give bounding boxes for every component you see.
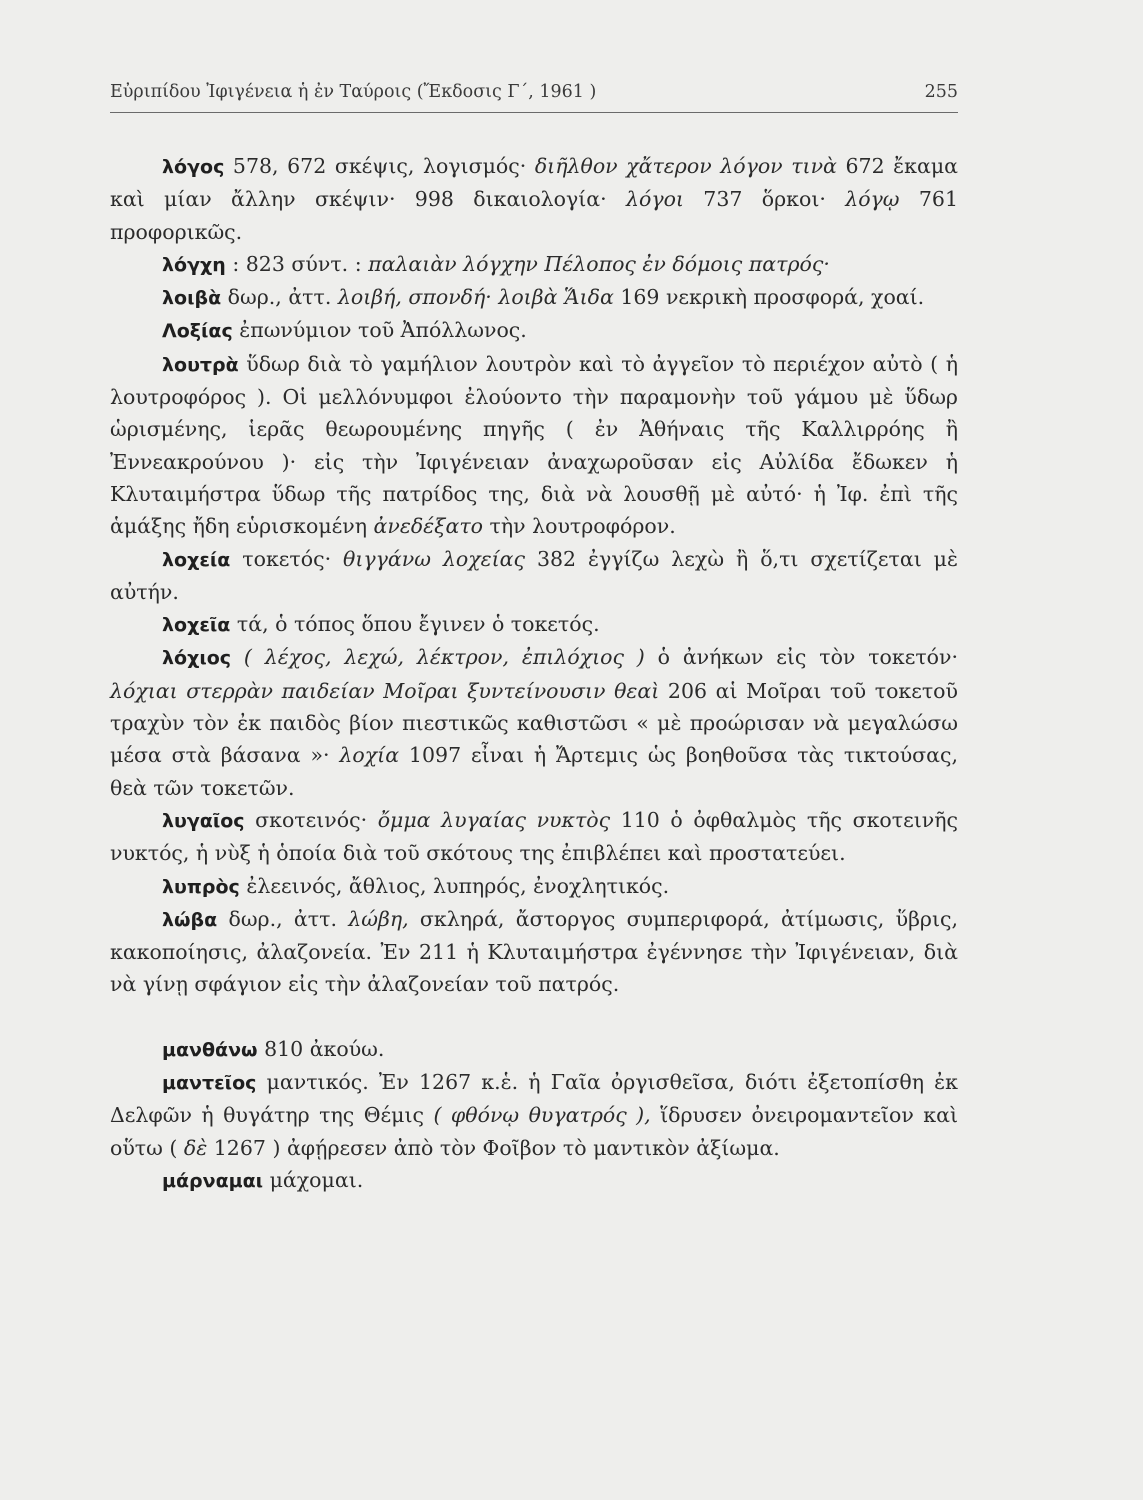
entry-definition: 761 προφορικῶς.: [110, 187, 958, 244]
entry-definition: σκοτεινός·: [244, 807, 378, 832]
entry-definition: 578, 672 σκέψις, λογισμός·: [224, 154, 535, 178]
entry-citation: διῆλθον χἄτερον λόγον τινὰ: [534, 154, 837, 178]
entry-definition: 110 ὁ ὀφθαλμὸς τῆς σκοτεινῆς νυκτός, ἡ νὺξ ἡ ὁποία διὰ τοῦ σκότους της ἐπιβλέπει καὶ προστατεύει.: [110, 807, 958, 866]
dictionary-entry: [110, 150, 958, 248]
entry-definition: τά, ὁ τόπος ὅπου ἔγινεν ὁ τοκετός.: [230, 612, 600, 637]
dictionary-entry: [110, 870, 958, 903]
dictionary-entry: [110, 608, 958, 641]
entry-definition: : 823 σύντ. :: [225, 251, 369, 276]
entry-citation: παλαιὰν λόγχην Πέλοπος ἐν δόμοις πατρός·: [368, 251, 830, 276]
entry-citation: λοχία: [339, 743, 400, 768]
entry-definition: 206 αἱ Μοῖραι τοῦ τοκετοῦ τραχὺν τὸν ἐκ παιδὸς βίον πιεστικῶς καθιστῶσι « μὲ προώρισαν νὰ μεγαλώσω μέσα στὰ βάσανα »·: [110, 678, 958, 768]
dictionary-entry: [110, 543, 958, 609]
entry-definition: 672 ἔκαμα καὶ μίαν ἄλλην σκέψιν· 998 δικαιολογία·: [110, 154, 959, 212]
entry-definition: ὁ ἀνήκων εἰς τὸν τοκετόν·: [644, 645, 958, 670]
entry-citation: λόγοι: [626, 187, 684, 212]
entry-definition: τοκετός·: [230, 546, 344, 571]
dictionary-entry: [110, 348, 958, 543]
page-header: [110, 82, 958, 113]
running-title: Εὐριπίδου Ἰφιγένεια ἡ ἐν Ταύροις (Ἔκδοσις Γ΄, 1961 ): [110, 82, 597, 102]
entry-definition: 737 ὅρκοι·: [683, 187, 846, 212]
entry-headword: μανθάνω: [162, 1038, 258, 1061]
entry-definition: 810 ἀκούω.: [257, 1036, 385, 1061]
entry-definition: δωρ., ἀττ.: [221, 285, 338, 310]
entry-definition: ἐλεεινός, ἄθλιος, λυπηρός, ἐνοχλητικός.: [239, 873, 670, 898]
entry-citation: λώβη,: [348, 906, 409, 931]
entry-citation: λόγῳ: [845, 187, 900, 212]
entry-headword: λουτρὰ: [162, 353, 239, 376]
page-number: 255: [924, 82, 958, 102]
dictionary-entry: [110, 903, 958, 1001]
entry-citation: θιγγάνω λοχείας: [343, 546, 526, 571]
entry-headword: μαντεῖος: [162, 1072, 257, 1095]
entry-definition: μάχομαι.: [263, 1167, 364, 1192]
entry-definition: ὕδωρ διὰ τὸ γαμήλιον λουτρὸν καὶ τὸ ἀγγεῖον τὸ περιέχον αὐτὸ ( ἡ λουτροφόρος ). Οἱ μελλόνυμφοι ἐλούοντο τὴν παραμονὴν τοῦ γάμου μὲ ὕδωρ ὡρισμένης, ἱερᾶς θεωρουμένης πηγῆς ( ἐν Ἀθήναις τῆς Καλλιρρόης ἢ Ἐννεακρούνου )· εἰς τὴν Ἰφιγένειαν ἀναχωροῦσαν εἰς Αὐλίδα ἔδωκεν ἡ Κλυταιμήστρα ὕδωρ τῆς πατρίδος της, διὰ νὰ λουσθῇ μὲ αὐτό· ἡ Ἰφ. ἐπὶ τῆς ἁμάξης ἤδη εὑρισκομένη: [110, 351, 958, 539]
dictionary-entry: [110, 1033, 958, 1066]
entry-headword: λοιβὰ: [162, 287, 222, 310]
entry-definition: ἐπωνύμιον τοῦ Ἀπόλλωνος.: [232, 318, 527, 343]
entry-citation: ( φθόνῳ θυγατρός ),: [433, 1103, 651, 1128]
dictionary-entry: [110, 804, 958, 870]
entry-headword: Λοξίας: [162, 320, 233, 343]
entry-definition: σκληρά, ἄστοργος συμπεριφορά, ἀτίμωσις, ὕβρις, κακοποίησις, ἀλαζονεία. Ἐν 211 ἡ Κλυταιμήστρα ἐγέννησε τὴν Ἰφιγένειαν, διὰ νὰ γίνῃ σφάγιον εἰς τὴν ἀλαζονείαν τοῦ πατρός.: [110, 906, 959, 997]
dictionary-entry: [110, 314, 958, 347]
entry-citation: ἀνεδέξατο: [373, 514, 483, 539]
entry-definition: 1097 εἶναι ἡ Ἄρτεμις ὡς βοηθοῦσα τὰς τικτούσας, θεὰ τῶν τοκετῶν.: [110, 743, 958, 800]
dictionary-entry: [110, 248, 958, 281]
dictionary-entry: [110, 281, 958, 314]
dictionary-entry: [110, 1164, 958, 1197]
entry-definition: τὴν λουτροφόρον.: [483, 514, 676, 539]
entry-citation: ὄμμα λυγαίας νυκτὸς: [377, 807, 611, 832]
entry-definition: 169 νεκρικὴ προσφορά, χοαί.: [613, 285, 925, 310]
dictionary-entries: [110, 150, 958, 1197]
entry-headword: λοχεία: [162, 548, 231, 571]
dictionary-entry: [110, 641, 958, 803]
entry-headword: λόχιος: [162, 647, 232, 670]
entry-definition: ἵδρυσεν ὀνειρομαντεῖον καὶ οὕτω (: [110, 1103, 958, 1160]
entry-headword: λοχεῖα: [162, 614, 231, 637]
entry-definition: δωρ., ἀττ.: [217, 906, 349, 931]
entry-definition: μαντικός. Ἐν 1267 κ.ἑ. ἡ Γαῖα ὀργισθεῖσα, διότι ἐξετοπίσθη ἐκ Δελφῶν ἡ θυγάτηρ της Θέμις: [110, 1070, 958, 1128]
entry-definition: 382 ἐγγίζω λεχὼ ἢ ὅ,τι σχετίζεται μὲ αὐτήν.: [110, 546, 959, 604]
entry-headword: λόγχη: [162, 253, 226, 276]
entry-headword: λόγος: [162, 156, 225, 178]
entry-definition: 1267 ) ἀφῄρεσεν ἀπὸ τὸν Φοῖβον τὸ μαντικὸν ἀξίωμα.: [207, 1135, 780, 1160]
entry-citation: λοιβή, σπονδή· λοιβὰ Ἅιδα: [337, 285, 614, 310]
dictionary-entry: [110, 1066, 958, 1164]
entry-citation: λόχιαι στερρὰν παιδείαν Μοῖραι ξυντείνουσιν θεαὶ: [110, 678, 660, 703]
entry-headword: λυγαῖος: [162, 809, 245, 832]
entry-citation: δὲ: [183, 1135, 208, 1160]
entry-citation: ( λέχος, λεχώ, λέκτρον, ἐπιλόχιος ): [231, 645, 645, 670]
entry-headword: μάρναμαι: [162, 1169, 264, 1192]
entry-headword: λώβα: [162, 908, 218, 931]
entry-headword: λυπρὸς: [162, 875, 240, 898]
